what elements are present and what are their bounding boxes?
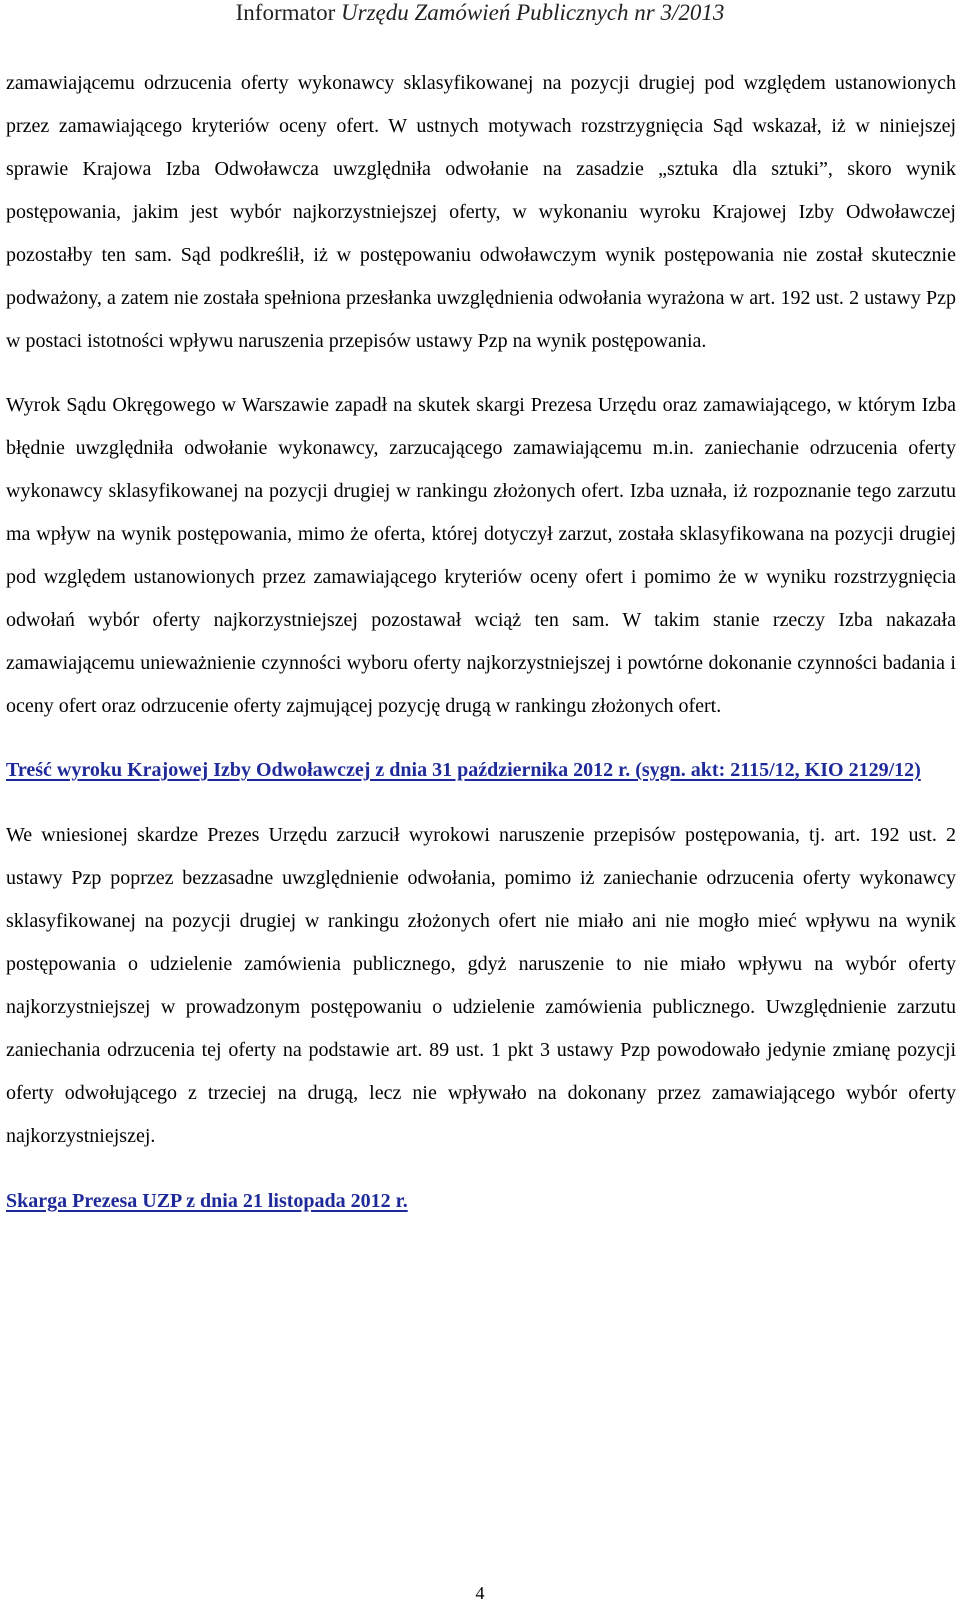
link-uzp-complaint-paragraph: [6, 1180, 956, 1223]
header-publication-title: Urzędu Zamówień Publicznych nr 3/2013: [341, 0, 725, 25]
link-kio-judgment[interactable]: Treść wyroku Krajowej Izby Odwoławczej z dnia 31 października 2012 r. (sygn. akt: 2115/12, KIO 2129/12): [6, 759, 921, 781]
link-kio-judgment-paragraph: [6, 749, 956, 792]
link-uzp-complaint[interactable]: Skarga Prezesa UZP z dnia 21 listopada 2012 r.: [6, 1190, 408, 1212]
paragraph-court-reasoning: zamawiającemu odrzucenia oferty wykonawcy sklasyfikowanej na pozycji drugiej pod względem ustanowionych przez zamawiającego kryteriów oceny ofert. W ustnych motywach rozstrzygnięcia Sąd wskazał, iż w niniejszej sprawie Krajowa Izba Odwoławcza uwzględniła odwołanie na zasadzie „sztuka dla sztuki”, skoro wynik postępowania, jakim jest wybór najkorzystniejszej oferty, w wykonaniu wyroku Krajowej Izby Odwoławczej pozostałby ten sam. Sąd podkreślił, iż w postępowaniu odwoławczym wynik postępowania nie został skutecznie podważony, a zatem nie została spełniona przesłanka uwzględnienia odwołania wyrażona w art. 192 ust. 2 ustawy Pzp w postaci istotności wpływu naruszenia przepisów ustawy Pzp na wynik postępowania.: [6, 72, 956, 352]
document-body: [6, 62, 956, 1223]
paragraph-court-judgment: Wyrok Sądu Okręgowego w Warszawie zapadł na skutek skargi Prezesa Urzędu oraz zamawiającego, w którym Izba błędnie uwzględniła odwołanie wykonawcy, zarzucającego zamawiającemu m.in. zaniechanie odrzucenia oferty wykonawcy sklasyfikowanej na pozycji drugiej w rankingu złożonych ofert. Izba uznała, iż rozpoznanie tego zarzutu ma wpływ na wynik postępowania, mimo że oferta, której dotyczył zarzut, została sklasyfikowana na pozycji drugiej pod względem ustanowionych przez zamawiającego kryteriów oceny ofert i pomimo że w wyniku rozstrzygnięcia odwołań wybór oferty najkorzystniejszej pozostawał wciąż ten sam. W takim stanie rzeczy Izba nakazała zamawiającemu unieważnienie czynności wyboru oferty najkorzystniejszej i powtórne dokonanie czynności badania i oceny ofert oraz odrzucenie oferty zajmującej pozycję drugą w rankingu złożonych ofert.: [6, 394, 956, 717]
page-number: 4: [475, 1583, 485, 1603]
page-header: [0, 0, 960, 30]
paragraph-president-complaint: We wniesionej skardze Prezes Urzędu zarzucił wyrokowi naruszenie przepisów postępowania, tj. art. 192 ust. 2 ustawy Pzp poprzez bezzasadne uwzględnienie odwołania, pomimo iż zaniechanie odrzucenia oferty wykonawcy sklasyfikowanej na pozycji drugiej w rankingu złożonych ofert nie miało ani nie mogło mieć wpływu na wynik postępowania o udzielenie zamówienia publicznego, gdyż naruszenie to nie miało wpływu na wybór oferty najkorzystniejszej w prowadzonym postępowaniu o udzielenie zamówienia publicznego. Uwzględnienie zarzutu zaniechania odrzucenia tej oferty na podstawie art. 89 ust. 1 pkt 3 ustawy Pzp powodowało jedynie zmianę pozycji oferty odwołującego z trzeciej na drugą, lecz nie wpływało na dokonany przez zamawiającego wybór oferty najkorzystniejszej.: [6, 824, 956, 1147]
header-prefix: Informator: [235, 0, 342, 25]
